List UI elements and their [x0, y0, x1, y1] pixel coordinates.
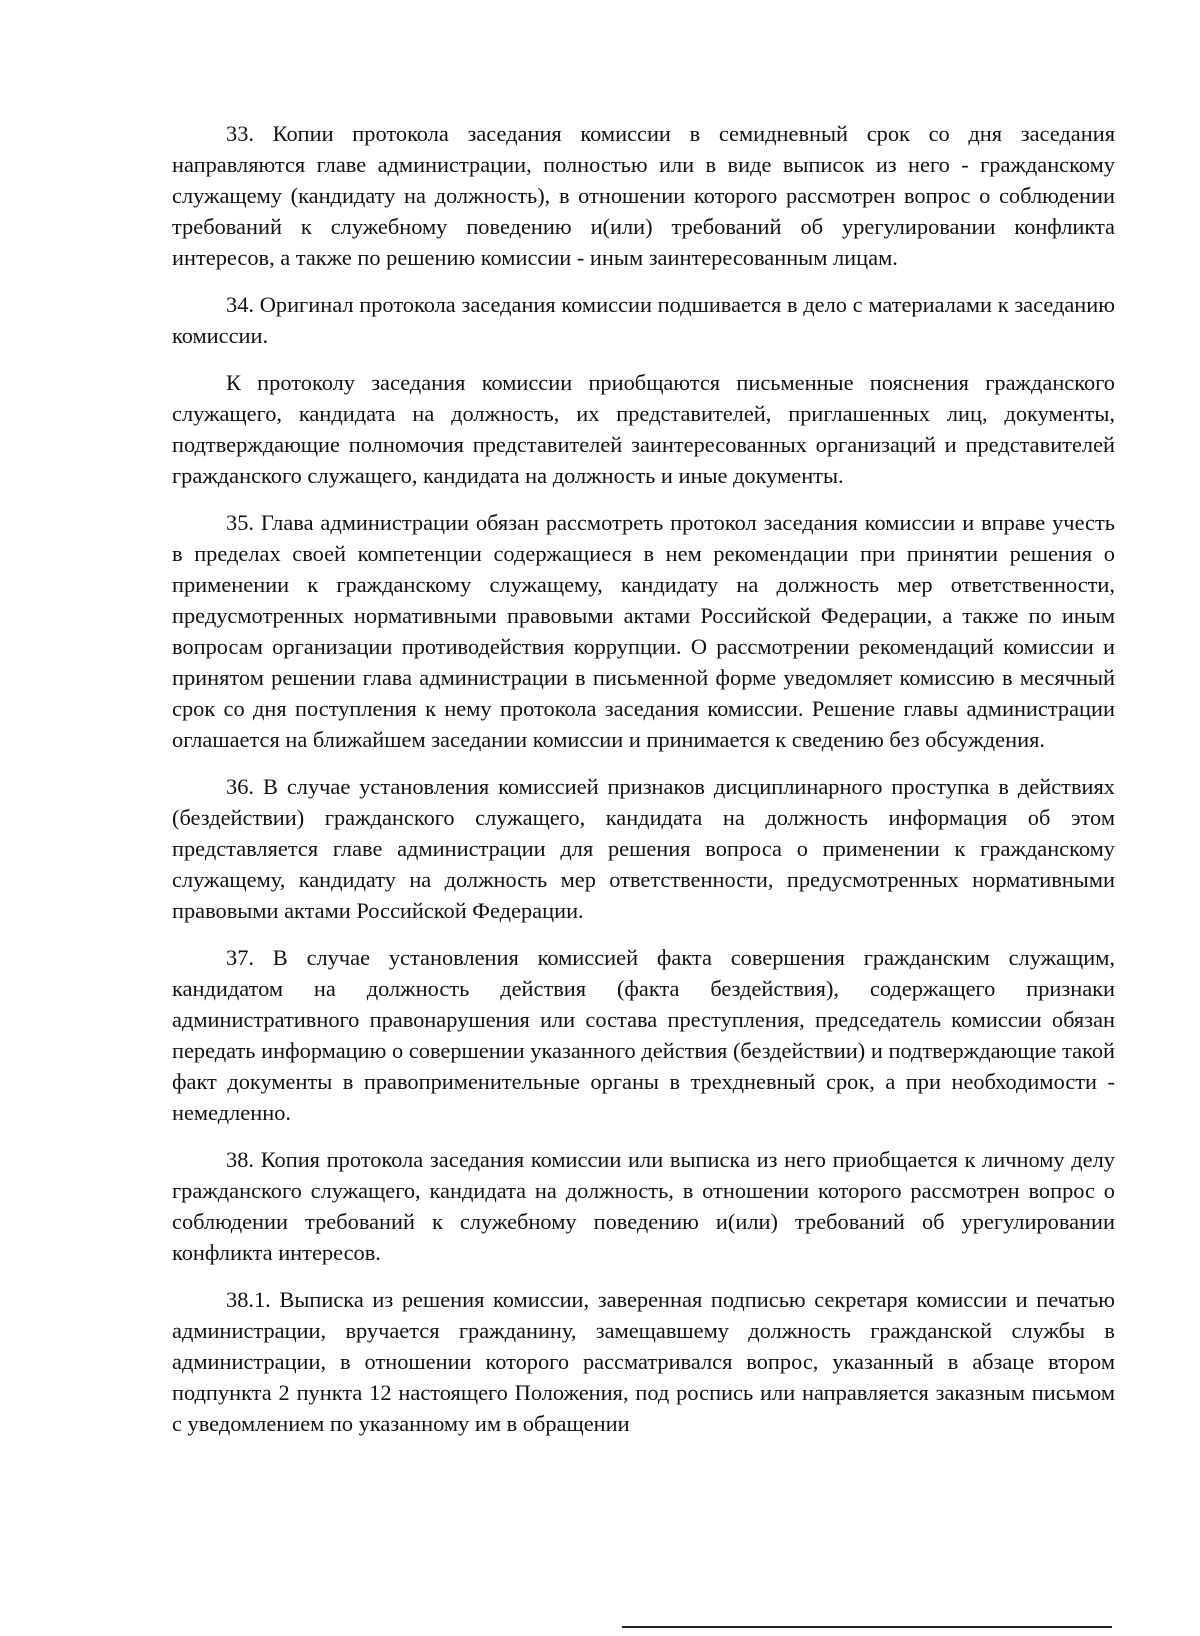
paragraph-38: 38. Копия протокола заседания комиссии или выписка из него приобщается к личному делу гражданского служащего, кандидата на должность, в отношении которого рассмотрен вопрос о соблюдении требований к служебному поведению и(или) требований об урегулировании конфликта интересов. — [172, 1147, 1115, 1265]
paragraph-35: 35. Глава администрации обязан рассмотреть протокол заседания комиссии и вправе учесть в пределах своей компетенции содержащиеся в нем рекомендации при принятии решения о применении к гражданскому служащему, кандидату на должность мер ответственности, предусмотренных нормативными правовыми актами Российской Федерации, а также по иным вопросам организации противодействия коррупции. О рассмотрении рекомендаций комиссии и принятом решении глава администрации в письменной форме уведомляет комиссию в месячный срок со дня поступления к нему протокола заседания комиссии. Решение главы администрации оглашается на ближайшем заседании комиссии и принимается к сведению без обсуждения. — [172, 510, 1115, 752]
paragraph-38-1: 38.1. Выписка из решения комиссии, заверенная подписью секретаря комиссии и печатью администрации, вручается гражданину, замещавшему должность гражданской службы в администрации, в отношении которого рассматривался вопрос, указанный в абзаце втором подпункта 2 пункта 12 настоящего Положения, под роспись или направляется заказным письмом с уведомлением по указанному им в обращении — [172, 1287, 1115, 1436]
paragraph-37: 37. В случае установления комиссией факта совершения гражданским служащим, кандидатом на должность действия (факта бездействия), содержащего признаки административного правонарушения или состава преступления, председатель комиссии обязан передать информацию о совершении указанного действия (бездействии) и подтверждающие такой факт документы в правоприменительные органы в трехдневный срок, а при необходимости - немедленно. — [172, 945, 1115, 1125]
paragraph-33: 33. Копии протокола заседания комиссии в семидневный срок со дня заседания направляются главе администрации, полностью или в виде выписок из него - гражданскому служащему (кандидату на должность), в отношении которого рассмотрен вопрос о соблюдении требований к служебному поведению и(или) требований об урегулировании конфликта интересов, а также по решению комиссии - иным заинтересованным лицам. — [172, 121, 1115, 270]
paragraph-34: 34. Оригинал протокола заседания комиссии подшивается в дело с материалами к заседанию комиссии. — [172, 292, 1115, 348]
document-page — [172, 118, 1115, 1455]
paragraph-34-appendix: К протоколу заседания комиссии приобщаются письменные пояснения гражданского служащего, кандидата на должность, их представителей, приглашенных лиц, документы, подтверждающие полномочия представителей заинтересованных организаций и представителей гражданского служащего, кандидата на должность и иные документы. — [172, 370, 1115, 488]
bottom-divider — [622, 1626, 1112, 1628]
paragraph-36: 36. В случае установления комиссией признаков дисциплинарного проступка в действиях (бездействии) гражданского служащего, кандидата на должность информация об этом представляется главе администрации для решения вопроса о применении к гражданскому служащему, кандидату на должность мер ответственности, предусмотренных нормативными правовыми актами Российской Федерации. — [172, 774, 1115, 923]
